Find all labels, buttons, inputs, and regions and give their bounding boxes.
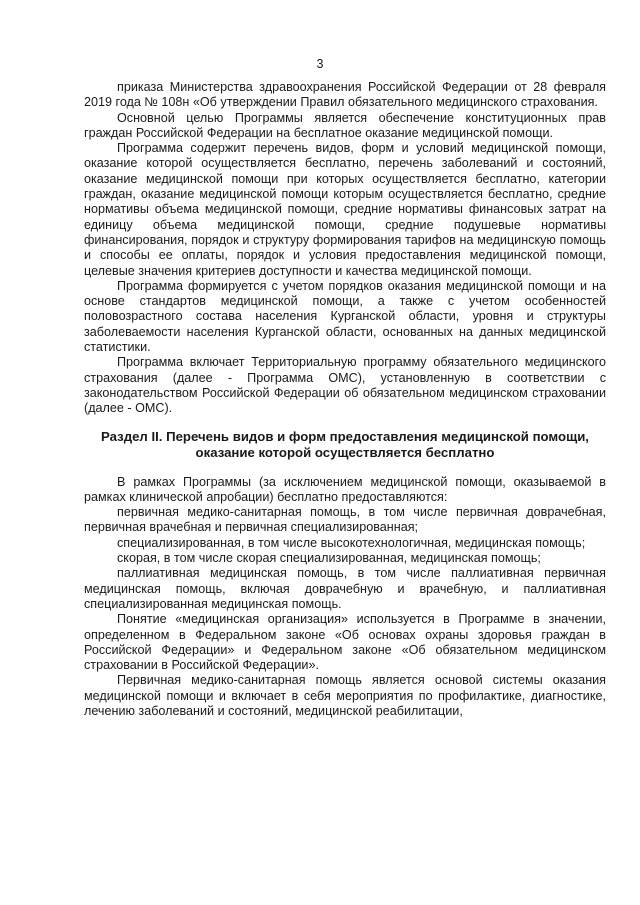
paragraph: Понятие «медицинская организация» используется в Программе в значении, определенном в Федеральном законе «Об основах охраны здоровья граждан в Российской Федерации» и Федеральном законе «Об обязательном медицинском страховании в Российской Федерации». [84, 612, 606, 673]
paragraph: Программа содержит перечень видов, форм и условий медицинской помощи, оказание которой осуществляется бесплатно, перечень заболеваний и состояний, оказание медицинской помощи при которых осуществляется бесплатно, категории граждан, оказание медицинской помощи которым осуществляется бесплатно, средние нормативы объема медицинской помощи, средние нормативы финансовых затрат на единицу объема медицинской помощи, средние подушевые нормативы финансирования, порядок и структуру формирования тарифов на медицинскую помощь и способы ее оплаты, порядок и условия предоставления медицинской помощи, целевые значения критериев доступности и качества медицинской помощи. [84, 141, 606, 278]
paragraph: специализированная, в том числе высокотехнологичная, медицинская помощь; [117, 535, 586, 550]
section-title: Раздел II. Перечень видов и форм предоставления медицинской помощи, оказание которой осуществляется бесплатно [101, 428, 589, 460]
paragraph: скорая, в том числе скорая специализированная, медицинская помощь; [117, 551, 541, 566]
paragraph: первичная медико-санитарная помощь, в том числе первичная доврачебная, первичная врачебная и первичная специализированная; [84, 505, 606, 535]
page-number: 3 [316, 57, 324, 71]
paragraph: Программа формируется с учетом порядков оказания медицинской помощи и на основе стандартов медицинской помощи, а также с учетом особенностей половозрастного состава населения Курганской области, уровня и структуры заболеваемости населения Курганской области, основанных на данных медицинской статистики. [84, 278, 606, 355]
paragraph: приказа Министерства здравоохранения Российской Федерации от 28 февраля 2019 года № 108н «Об утверждении Правил обязательного медицинского страхования. [84, 80, 606, 110]
paragraph: Первичная медико-санитарная помощь является основой системы оказания медицинской помощи и включает в себя мероприятия по профилактике, диагностике, лечению заболеваний и состояний, медицинской реабилитации, [84, 673, 606, 718]
paragraph: паллиативная медицинская помощь, в том числе паллиативная первичная медицинская помощь, включая доврачебную и врачебную, и паллиативная специализированная медицинская помощь. [84, 566, 606, 611]
document-body [84, 80, 606, 719]
paragraph: Основной целью Программы является обеспечение конституционных прав граждан Российской Федерации на бесплатное оказание медицинской помощи. [84, 110, 606, 140]
paragraph: Программа включает Территориальную программу обязательного медицинского страхования (далее - Программа ОМС), установленную в соответствии с законодательством Российской Федерации об обязательном медицинском страховании (далее - ОМС). [84, 355, 606, 416]
paragraph: В рамках Программы (за исключением медицинской помощи, оказываемой в рамках клинической апробации) бесплатно предоставляются: [84, 474, 606, 504]
